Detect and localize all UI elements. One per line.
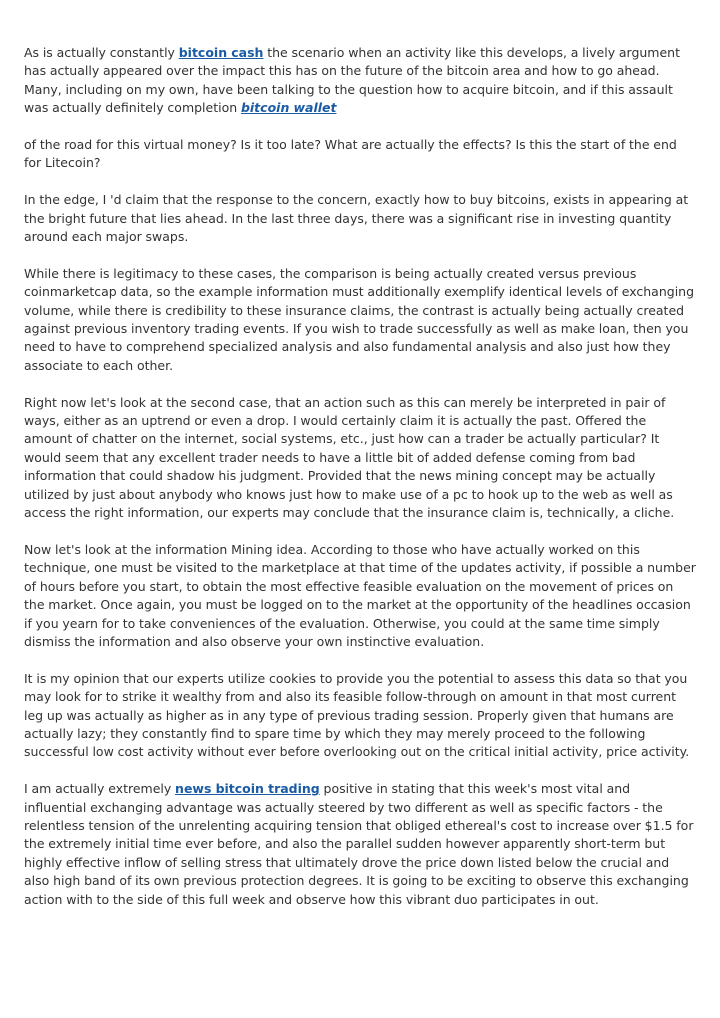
paragraph-8-text-start: I am actually extremely	[24, 781, 176, 797]
paragraph-6: Now let's look at the information Mining idea. According to those who have actually worked on this technique, one must be visited to the marketplace at that time of the updates activity, if possible a number of hours before you start, to obtain the most effective feasible evaluation on the movement of prices on the market. Once again, you must be logged on to the market at the opportunity of the headlines occasion if you yearn for to take conveniences of the evaluation. Otherwise, you could at the same time simply dismiss the information and also observe your own instinctive evaluation.	[24, 541, 696, 649]
paragraph-1-text-start: As is actually constantly	[24, 45, 179, 60]
paragraph-1	[24, 44, 696, 118]
paragraph-8-text-end: positive in stating that this week's most vital and influential exchanging advantage was actually steered by two different as well as specific factors - the relentless tension of the unrelenting acquiring tension that obliged ethereal's cost to increase over $1.5 for the extremely initial time ever before, and also the parallel sudden however apparently short-term but highly effective inflow of selling stress that ultimately drove the price down listed below the crucial and also high band of its own previous protection degrees. It is going to be exciting to observe this exchanging action with to the side of this full week and observe how this vibrant duo participates in out.	[24, 781, 694, 907]
bitcoin-cash-link[interactable]: bitcoin cash	[178, 45, 264, 60]
article-body	[24, 44, 696, 927]
paragraph-7: It is my opinion that our experts utilize cookies to provide you the potential to assess this data so that you may look for to strike it wealthy from and also its feasible follow-through on amount in that most current leg up was actually as higher as in any type of previous trading session. Properly given that humans are actually lazy; they constantly find to spare time by which they may merely proceed to the following successful low cost activity without ever before overlooking out on the critical initial activity, price activity.	[24, 670, 690, 760]
news-bitcoin-trading-link[interactable]: news bitcoin trading	[175, 781, 320, 797]
bitcoin-wallet-link[interactable]: bitcoin wallet	[240, 100, 337, 116]
paragraph-1-text-middle: the scenario when an activity like this develops, a lively argument has actually appeared over the impact this has on the future of the bitcoin area and how to go ahead. Many, including on my own, have been talking to the question how to acquire bitcoin, and if this assault was actually definitely completion	[24, 45, 680, 116]
paragraph-8	[24, 780, 696, 909]
paragraph-5: Right now let's look at the second case, that an action such as this can merely be interpreted in pair of ways, either as an uptrend or even a drop. I would certainly claim it is actually the past. Offered the amount of chatter on the internet, social systems, etc., just how can a trader be actually particular? It would seem that any excellent trader needs to have a little bit of added defense coming from bad information that could shadow his judgment. Provided that the news mining concept may be actually utilized by just about anybody who knows just how to make use of a pc to hook up to the web as well as access the right information, our experts may conclude that the insurance claim is, technically, a cliche.	[24, 394, 675, 521]
paragraph-2: of the road for this virtual money? Is it too late? What are actually the effects? Is this the start of the end for Litecoin?	[24, 137, 677, 171]
paragraph-3: In the edge, I 'd claim that the response to the concern, exactly how to buy bitcoins, exists in appearing at the bright future that lies ahead. In the last three days, there was a significant rise in investing quantity around each major swaps.	[24, 192, 689, 245]
paragraph-4: While there is legitimacy to these cases, the comparison is being actually created versus previous coinmarketcap data, so the example information must additionally exemplify identical levels of exchanging volume, while there is credibility to these insurance claims, the contrast is actually being actually created against previous inventory trading events. If you wish to trade successfully as well as make loan, then you need to have to comprehend specialized analysis and also fundamental analysis and also just how they associate to each other.	[24, 265, 695, 373]
